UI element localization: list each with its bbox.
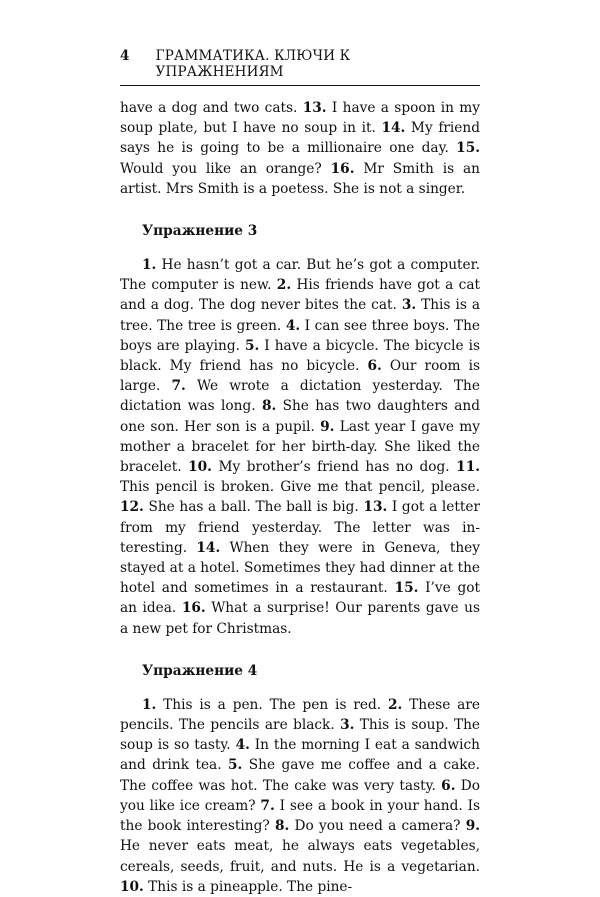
item-number: 11. <box>456 459 480 476</box>
item-number: 13. <box>302 100 327 116</box>
running-header <box>120 48 480 80</box>
item-number: 16. <box>330 160 355 177</box>
item-number: 5. <box>244 337 260 354</box>
item-number: 7. <box>260 797 275 814</box>
item-number: 3. <box>401 297 417 314</box>
item-number: 2. <box>387 696 403 713</box>
exercise-3-paragraph: 1. He hasn’t got a car. But he’s got a computer. The computer is new. 2. His friends have got a cat and a dog. The dog never bites the cat. 3. This is a tree. The tree is green. 4. I can see three boys. The boys are playing. 5. I have a bicycle. The bicycle is black. My friend has no bicycle. 6. Our room is large. 7. We wrote a dictation yesterday. The dictation was long. 8. She has two daughters and one son. Her son is a pupil. 9. Last year I gave my mother a bracelet for her birth-day. She liked the bracelet. 10. My brother’s friend has no dog. 11. This pencil is broken. Give me that pencil, please. 12. She has a ball. The ball is big. 13. I got a letter from my friend yesterday. The letter was in-teresting. 14. When they were in Geneva, they stayed at a hotel. Sometimes they had dinner at the hotel and sometimes in a restaurant. 15. I’ve got an idea. 16. What a surprise! Our parents gave us a new pet for Christmas. <box>120 257 481 637</box>
item-number: 4. <box>235 737 250 754</box>
item-number: 9. <box>465 818 480 835</box>
exercise-4-paragraph: 1. This is a pen. The pen is red. 2. These are pencils. The pencils are black. 3. This is soup. The soup is so tasty. 4. In the morning I eat a sandwich and drink tea. 5. She gave me coffee and a cake. The coffee was hot. The cake was very tasty. 6. Do you like ice cream? 7. I see a book in your hand. Is the book interesting? 8. Do you need a camera? 9. He never eats meat, he always eats vegetables, cereals, seeds, fruit, and nuts. He is a vegetarian. 10. This is a pineapple. The pine- <box>120 696 481 895</box>
item-number: 13. <box>363 499 388 516</box>
item-number: 15. <box>456 140 480 157</box>
item-number: 1. <box>142 696 157 713</box>
item-number: 10. <box>120 878 144 895</box>
exercise-4-heading: Упражнение 4 <box>142 662 258 679</box>
item-number: 1. <box>142 257 157 274</box>
item-number: 2. <box>276 277 292 294</box>
item-number: 3. <box>340 717 355 734</box>
page-number: 4 <box>120 48 130 64</box>
item-number: 8. <box>274 818 290 835</box>
item-number: 4. <box>285 317 301 334</box>
exercise-3-heading: Упражнение 3 <box>142 223 258 240</box>
item-number: 6. <box>441 777 456 794</box>
item-number: 14. <box>381 120 406 137</box>
running-title: ГРАММАТИКА. КЛЮЧИ К УПРАЖНЕНИЯМ <box>155 48 351 80</box>
item-number: 9. <box>320 418 335 435</box>
item-number: 14. <box>196 539 221 556</box>
item-number: 15. <box>394 580 419 597</box>
item-number: 8. <box>261 398 277 415</box>
item-number: 12. <box>120 499 144 516</box>
intro-paragraph: have a dog and two cats. 13. I have a spoon in my soup plate, but I have no soup in it. 14. My friend says he is going to be a millionaire one day. 15. Would you like an orange? 16. Mr Smith is an artist. Mrs Smith is a poetess. She is not a singer. <box>120 100 480 197</box>
item-number: 10. <box>188 459 212 476</box>
item-number: 7. <box>171 378 186 395</box>
item-number: 5. <box>228 757 243 774</box>
header-rule <box>120 85 480 86</box>
item-number: 16. <box>181 600 206 617</box>
item-number: 6. <box>367 358 382 375</box>
